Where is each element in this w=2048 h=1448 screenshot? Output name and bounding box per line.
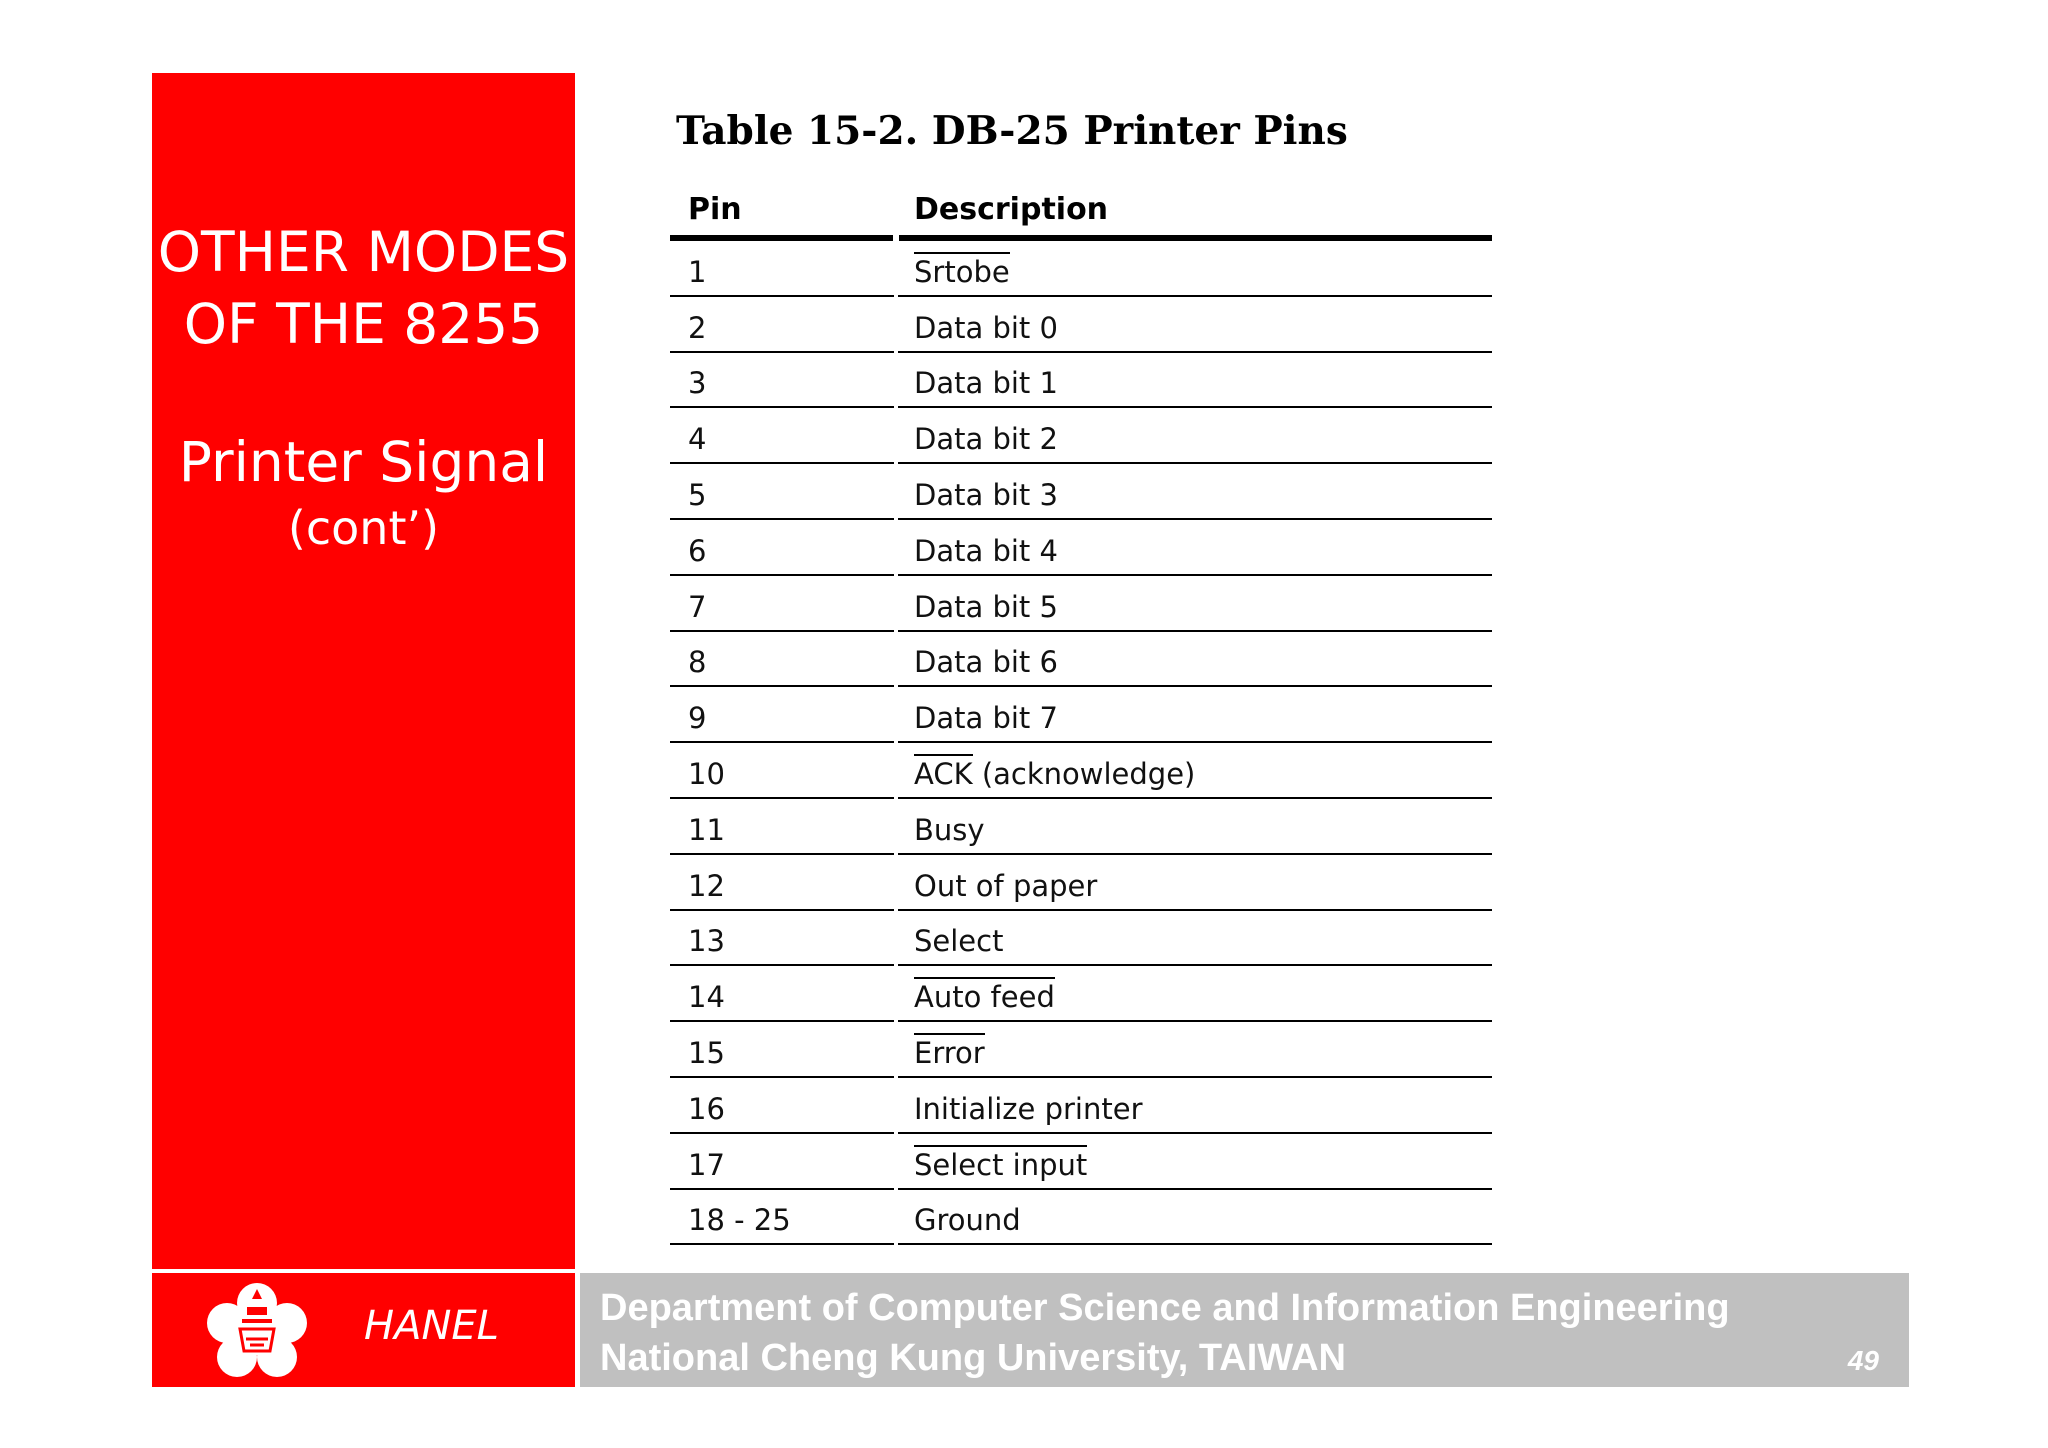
pin-number: 9 (688, 701, 707, 736)
table-row (670, 632, 1492, 688)
pin-signal-name: Initialize printer (914, 1091, 1143, 1126)
pin-number: 2 (688, 310, 707, 345)
pin-signal-name: Error (914, 1033, 985, 1070)
author-name: HANEL (364, 1303, 499, 1349)
pin-signal-name: Busy (914, 812, 985, 847)
pin-number: 8 (688, 645, 707, 680)
pin-description (914, 422, 1058, 456)
pin-signal-name: Ground (914, 1203, 1021, 1238)
sidebar-title-line2: OF THE 8255 (183, 292, 544, 356)
pin-description (914, 1148, 1087, 1182)
pin-number: 17 (688, 1147, 725, 1182)
pin-signal-name: Srtobe (914, 252, 1010, 289)
table-title: Table 15-2. DB-25 Printer Pins (676, 108, 1348, 154)
table-row (670, 408, 1492, 464)
header-description: Description (914, 192, 1109, 227)
pin-number: 10 (688, 756, 725, 791)
pin-signal-name: Data bit 3 (914, 477, 1058, 512)
table-row (670, 1022, 1492, 1078)
sidebar-title-block (152, 216, 575, 558)
pin-signal-name: Data bit 7 (914, 701, 1058, 736)
pin-signal-name: Select input (914, 1145, 1087, 1182)
footer-logo-area (152, 1273, 575, 1387)
pin-description (914, 869, 1097, 903)
pin-description (914, 311, 1058, 345)
pin-number: 13 (688, 924, 725, 959)
pin-description (914, 645, 1058, 679)
sidebar-title-line1: OTHER MODES (157, 220, 570, 284)
pin-signal-name: Data bit 6 (914, 645, 1058, 680)
sidebar-subtitle-note: (cont’) (287, 501, 440, 555)
table-row (670, 1134, 1492, 1190)
table-row (670, 855, 1492, 911)
table-row (670, 576, 1492, 632)
footer-dept-line1: Department of Computer Science and Information Engineering (600, 1287, 1730, 1329)
table-row (670, 241, 1492, 297)
pin-number: 1 (688, 254, 707, 289)
footer-dept-line2: National Cheng Kung University, TAIWAN (600, 1337, 1346, 1379)
pin-description (914, 980, 1055, 1014)
pin-signal-name: Auto feed (914, 977, 1055, 1014)
pin-table (670, 180, 1492, 1245)
table-header (670, 180, 1492, 235)
pin-description (914, 478, 1058, 512)
page-number: 49 (1847, 1345, 1879, 1376)
pin-description (914, 757, 1195, 791)
pin-number: 15 (688, 1035, 725, 1070)
pin-number: 18 - 25 (688, 1203, 791, 1238)
table-row (670, 464, 1492, 520)
footer-department (600, 1283, 1730, 1383)
table-row (670, 353, 1492, 409)
university-emblem-icon (202, 1279, 312, 1383)
table-row (670, 1078, 1492, 1134)
table-row (670, 743, 1492, 799)
pin-signal-name: Data bit 4 (914, 533, 1058, 568)
pin-description (914, 1203, 1021, 1237)
sidebar-subtitle: Printer Signal (178, 430, 549, 494)
table-row (670, 1190, 1492, 1246)
pin-number: 3 (688, 366, 707, 401)
table-body (670, 241, 1492, 1245)
table-row (670, 520, 1492, 576)
pin-signal-name: Select (914, 924, 1004, 959)
pin-signal-name: Data bit 0 (914, 310, 1058, 345)
table-row (670, 799, 1492, 855)
pin-description (914, 590, 1058, 624)
pin-signal-name: ACK (914, 754, 973, 791)
pin-number: 5 (688, 477, 707, 512)
pin-signal-name: Data bit 2 (914, 422, 1058, 457)
pin-description (914, 255, 1010, 289)
table-row (670, 687, 1492, 743)
pin-description (914, 1036, 985, 1070)
pin-signal-name: Out of paper (914, 868, 1098, 903)
pin-number: 7 (688, 589, 707, 624)
pin-description (914, 534, 1058, 568)
table-row (670, 911, 1492, 967)
pin-description (914, 813, 985, 847)
row-rule-left (670, 1243, 894, 1245)
pin-description (914, 366, 1058, 400)
pin-number: 4 (688, 422, 707, 457)
pin-description (914, 701, 1058, 735)
pin-signal-name: Data bit 1 (914, 366, 1058, 401)
pin-number: 14 (688, 980, 725, 1015)
pin-number: 6 (688, 533, 707, 568)
pin-description (914, 1092, 1143, 1126)
pin-number: 16 (688, 1091, 725, 1126)
pin-number: 12 (688, 868, 725, 903)
pin-number: 11 (688, 812, 725, 847)
footer-info-bar (580, 1273, 1909, 1387)
table-row (670, 297, 1492, 353)
pin-description (914, 924, 1003, 958)
pin-description-suffix: (acknowledge) (972, 756, 1196, 791)
table-row (670, 966, 1492, 1022)
pin-signal-name: Data bit 5 (914, 589, 1058, 624)
header-pin: Pin (688, 192, 742, 227)
row-rule-right (898, 1243, 1492, 1245)
